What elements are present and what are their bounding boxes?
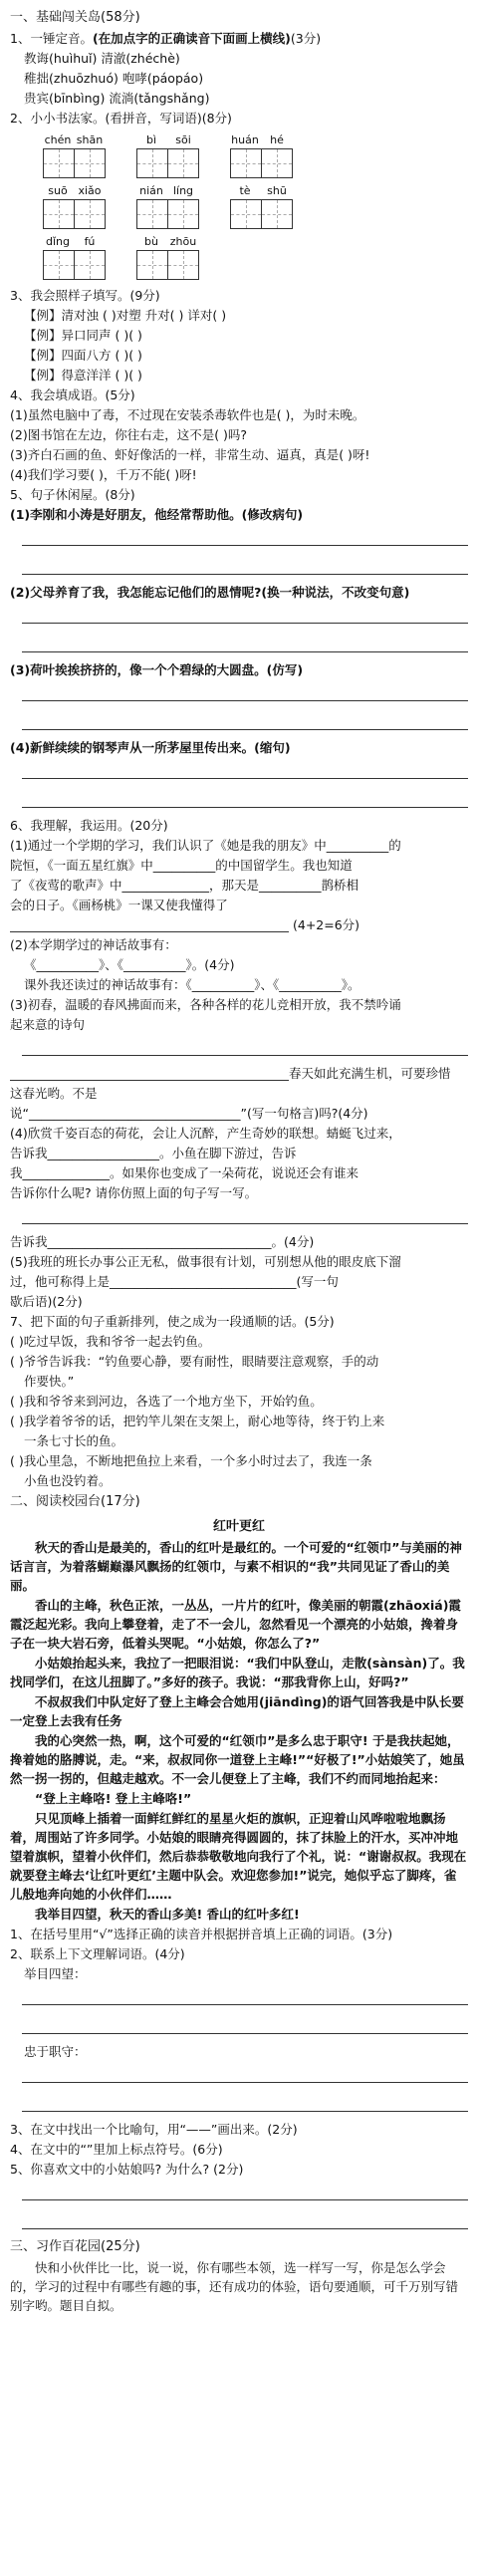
q6-p1-score-line: (4+2=6分) [10, 915, 468, 934]
pinyin-label [42, 133, 106, 147]
s2-q2-item: 举目四望： [24, 1966, 87, 1981]
writing-cell[interactable] [167, 148, 199, 178]
q7-stem: 7、把下面的句子重新排列，使之成为一段通顺的话。(5分) [10, 1314, 335, 1329]
q7-item: ( )我学着爷爷的话，把钓竿儿架在支架上，耐心地等待，终于钓上来 [10, 1414, 385, 1428]
s2-q3: 3、在文中找出一个比喻句，用“——”画出来。(2分) [10, 2122, 298, 2137]
writing-cell[interactable] [43, 199, 75, 229]
answer-line[interactable] [22, 603, 468, 624]
q6-p3-line: (3)初春，温暖的春风拂面而来，各种各样的花儿竞相开放，我不禁吟诵 [10, 997, 401, 1012]
q7-item: ( )我心里急，不断地把鱼拉上来看，一个多小时过去了，我连一条 [10, 1453, 372, 1468]
q6-stem: 6、我理解，我运用。(20分) [10, 818, 168, 833]
pinyin-label [229, 133, 293, 147]
q5-item: (2)父母养育了我，我怎能忘记他们的恩情呢?(换一种说法，不改变句意) [10, 585, 410, 600]
pinyin-syllable: hé [270, 133, 284, 146]
answer-line[interactable] [22, 2091, 468, 2112]
q1-item: 教诲(huìhuǐ) 清澈(zhéchè) [24, 51, 180, 66]
q6-p3c: 这春光哟。不是 [10, 1086, 98, 1101]
pinyin-syllable: zhōu [169, 235, 197, 248]
q6-p3d: 说“__________________________________”(写一句格言)吗?(4分) [10, 1106, 368, 1121]
word-group [42, 184, 106, 229]
writing-cell[interactable] [136, 199, 168, 229]
answer-line[interactable] [22, 632, 468, 652]
writing-boxes [43, 199, 105, 229]
passage-para: “登上主峰咯! 登上主峰咯!” [35, 1791, 192, 1806]
q1-item: 稚拙(zhuōzhuó) 咆哮(páopáo) [24, 71, 204, 86]
q7-item: ( )吃过早饭，我和爷爷一起去钓鱼。 [10, 1334, 211, 1349]
answer-blank[interactable] [10, 917, 289, 932]
passage-para: 只见顶峰上插着一面鲜红鲜红的星星火炬的旗帜，正迎着山风哗啦啦地飘扬着，周围站了许多同学。小姑娘的眼睛亮得圆圆的，抹了抹脸上的汗水，买冲冲地望着旗帜，望着小伙伴们，然后恭恭敬敬地向我行了个礼，说：“谢谢叔叔。我现在就要登主峰去‘让红叶更红’主题中队会。欢迎您参加!”说完，她似乎忘了脚疼，雀儿般地奔向她的小伙伴们…… [10, 1811, 467, 1902]
pinyin-row-groups [42, 133, 468, 178]
word-group [229, 133, 293, 178]
q3-item: 【例】四面八方 ( )( ) [24, 348, 142, 363]
answer-line[interactable] [22, 2013, 468, 2034]
answer-line[interactable] [22, 787, 468, 808]
q7-item: 小鱼也没钓着。 [24, 1473, 112, 1488]
q6-p3-line: 起来意的诗句 [10, 1017, 86, 1032]
answer-line[interactable] [22, 1203, 468, 1224]
writing-cell[interactable] [74, 148, 106, 178]
writing-cell[interactable] [167, 250, 199, 280]
pinyin-label [42, 235, 106, 249]
q4-item: (2)图书馆在左边，你往右走，这不是( )吗? [10, 427, 248, 442]
word-group [229, 184, 293, 229]
q7-item: 作要快。” [24, 1374, 75, 1389]
answer-line[interactable] [22, 680, 468, 701]
q3-item: 【例】得意洋洋 ( )( ) [24, 368, 142, 383]
q3-item: 【例】异口同声 ( )( ) [24, 328, 142, 343]
writing-boxes [136, 199, 198, 229]
q6-p1-line: 会的日子。《画杨桃》一课又使我懂得了 [10, 898, 228, 912]
q7-item: ( )爷爷告诉我：“钓鱼要心静，要有耐性，眼睛要注意观察，手的动 [10, 1354, 379, 1369]
q4-item: (4)我们学习要( )，千万不能( )呀! [10, 467, 197, 482]
passage-title: 红叶更红 [212, 1519, 265, 1534]
q6-p5-line: 过，他可称得上是______________________________(写一句 [10, 1274, 339, 1289]
writing-cell[interactable] [43, 250, 75, 280]
q5-stem: 5、句子休闲屋。(8分) [10, 487, 135, 502]
q6-p3b-line: 春天如此充满生机，可要珍惜 [10, 1064, 468, 1083]
word-group [42, 133, 106, 178]
pinyin-syllable: huán [231, 133, 259, 146]
q7-item: 一条七寸长的鱼。 [24, 1433, 124, 1448]
answer-line[interactable] [22, 2062, 468, 2083]
q1-item: 贵宾(bīnbìng) 流淌(tǎngshǎng) [24, 91, 210, 106]
q5-item: (3)荷叶挨挨挤挤的，像一个个碧绿的大圆盘。(仿写) [10, 662, 304, 677]
pinyin-label [229, 184, 293, 198]
q5-item: (1)李刚和小涛是好朋友，他经常帮助他。(修改病句) [10, 507, 304, 522]
pinyin-syllable: bù [144, 235, 158, 248]
q6-p4-line: (4)欣赏千姿百态的荷花，会让人沉醉，产生奇妙的联想。蜻蜓飞过来， [10, 1126, 401, 1141]
writing-boxes [230, 148, 292, 178]
passage-para: 我的心突然一热，啊，这个可爱的“红领巾”是多么忠于职守! 于是我扶起她，搀着她的胳膊说，走。“来，叔叔同你一道登上主峰!”“好极了!”小姑娘笑了，她虽然一拐一拐的，但越走越欢。不一会儿便登上了主峰，我们不约而同地抬起来： [10, 1733, 465, 1786]
q6-p2-line: 课外我还读过的神话故事有：《__________》、《__________》。 [24, 977, 360, 992]
pinyin-row [26, 235, 468, 280]
q5-item: (4)新鲜续续的钢琴声从一所茅屋里传出来。(缩句) [10, 740, 291, 755]
answer-line[interactable] [22, 554, 468, 575]
q3-item: 【例】清对浊 ( )对塑 升对( ) 详对( ) [24, 308, 227, 323]
writing-cell[interactable] [167, 199, 199, 229]
word-group [135, 184, 199, 229]
answer-line[interactable] [22, 2208, 468, 2229]
writing-cell[interactable] [136, 148, 168, 178]
q6-p4-line: 告诉我__________________。小鱼在脚下游过，告诉 [10, 1146, 297, 1160]
writing-boxes [136, 148, 198, 178]
section3-prompt: 快和小伙伴比一比，说一说，你有哪些本领，选一样写一写，你是怎么学会的，学习的过程中有哪些有趣的事，还有成功的体验，语句要通顺，可千万别写错别字哟。题目自拟。 [10, 2260, 459, 2313]
pinyin-row [26, 184, 468, 229]
s2-q4: 4、在文中的“”里加上标点符号。(6分) [10, 2142, 223, 2157]
pinyin-syllable: nián [139, 184, 163, 197]
pinyin-syllable: chén [44, 133, 72, 146]
q6-p1-line: 了《夜莺的歌声》中______________，那天是__________鹊桥相 [10, 878, 359, 893]
passage-para: 香山的主峰，秋色正浓，一丛丛，一片片的红叶，像美丽的朝霞(zhāoxiá)霞霞泛起光彩。我向上攀登着，走了不一会儿，忽然看见一个漂亮的小姑娘，搀着身子在一块大岩石旁，低着头哭呢。“小姑娘，你怎么了?” [10, 1598, 461, 1651]
pinyin-syllable: suō [48, 184, 68, 197]
s2-q5: 5、你喜欢文中的小姑娘吗? 为什么? (2分) [10, 2162, 244, 2177]
answer-line[interactable] [22, 709, 468, 730]
answer-line[interactable] [22, 525, 468, 546]
q6-p1-line: (1)通过一个学期的学习，我们认识了《她是我的朋友》中__________的 [10, 838, 401, 853]
pinyin-syllable: líng [172, 184, 194, 197]
q2-stem: 2、小小书法家。(看拼音，写词语)(8分) [10, 111, 232, 126]
passage-para: 不叔叔我们中队定好了登上主峰会合她用(jiāndìng)的语气回答我是中队长要一定登上去我有任务 [10, 1694, 464, 1728]
writing-cell[interactable] [136, 250, 168, 280]
pinyin-label [135, 235, 199, 249]
s2-q1: 1、在括号里用“√”选择正确的读音并根据拼音填上正确的词语。(3分) [10, 1927, 393, 1941]
answer-line[interactable] [22, 1035, 468, 1056]
q6-p5-line: 歇后语)(2分) [10, 1294, 83, 1309]
q4-stem: 4、我会填成语。(5分) [10, 387, 135, 402]
answer-line[interactable] [22, 2180, 468, 2200]
pinyin-syllable: xiǎo [78, 184, 102, 197]
s2-q2: 2、联系上下文理解词语。(4分) [10, 1946, 185, 1961]
word-group [42, 235, 106, 280]
pinyin-label [135, 184, 199, 198]
q6-p2-line: (2)本学期学过的神话故事有： [10, 937, 177, 952]
q6-p4-line: 我______________。如果你也变成了一朵荷花，说说还会有谁来 [10, 1165, 359, 1180]
pinyin-syllable: sōi [175, 133, 191, 146]
pinyin-row-groups [42, 235, 468, 280]
s2-q2-item: 忠于职守： [24, 2044, 87, 2059]
answer-line[interactable] [22, 1984, 468, 2005]
writing-cell[interactable] [230, 199, 262, 229]
passage-para: 我举目四望，秋天的香山多美! 香山的红叶多红! [35, 1907, 300, 1922]
q6-p1-line: 院恒，《一面五星红旗》中__________的中国留学生。我也知道 [10, 858, 353, 873]
answer-blank[interactable] [10, 1066, 289, 1081]
writing-cell[interactable] [43, 148, 75, 178]
word-group [135, 235, 199, 280]
pinyin-syllable: shān [76, 133, 104, 146]
q6-p4b: 告诉我____________________________________。(4分) [10, 1234, 315, 1249]
writing-cell[interactable] [261, 148, 293, 178]
answer-line[interactable] [22, 758, 468, 779]
q1-stem: 1、一锤定音。(在加点字的正确读音下面画上横线)(3分) [10, 31, 322, 46]
q6-p2-line: 《__________》、《__________》。(4分) [24, 957, 235, 972]
pinyin-syllable: fú [84, 235, 96, 248]
writing-cell[interactable] [230, 148, 262, 178]
q2-grid [10, 133, 468, 280]
q1-items [24, 49, 468, 108]
section3-title: 三、习作百花园(25分) [10, 2239, 140, 2254]
q3-items [24, 306, 468, 385]
pinyin-label [42, 184, 106, 198]
writing-boxes [230, 199, 292, 229]
q4-items [10, 405, 468, 484]
q4-item: (1)虽然电脑中了毒，不过现在安装杀毒软件也是( )，为时未晚。 [10, 407, 365, 422]
q7-items [10, 1332, 468, 1490]
section2-title: 二、阅读校园台(17分) [10, 1494, 140, 1509]
passage-para: 小姑娘抬起头来，我拉了一把眼泪说：“我们中队登山，走散(sànsàn)了。我找同学们，在这儿扭脚了。”多好的孩子。我说：“那我背你上山，好吗?” [10, 1656, 465, 1689]
q3-stem: 3、我会照样子填写。(9分) [10, 288, 160, 303]
writing-boxes [136, 250, 198, 280]
writing-boxes [43, 148, 105, 178]
pinyin-syllable: shū [267, 184, 287, 197]
writing-cell[interactable] [74, 250, 106, 280]
q7-item: ( )我和爷爷来到河边，各选了一个地方坐下，开始钓鱼。 [10, 1394, 323, 1409]
pinyin-row-groups [42, 184, 468, 229]
pinyin-row [26, 133, 468, 178]
writing-boxes [43, 250, 105, 280]
pinyin-syllable: tè [239, 184, 251, 197]
writing-cell[interactable] [74, 199, 106, 229]
q6-p4-line: 告诉你什么呢? 请你仿照上面的句子写一写。 [10, 1185, 258, 1200]
word-group [135, 133, 199, 178]
writing-cell[interactable] [261, 199, 293, 229]
pinyin-syllable: bì [145, 133, 157, 146]
pinyin-label [135, 133, 199, 147]
q6-p5-line: (5)我班的班长办事公正无私，做事很有计划，可别想从他的眼皮底下溜 [10, 1254, 401, 1269]
pinyin-syllable: dǐng [46, 235, 70, 248]
passage-para: 秋天的香山是最美的，香山的红叶是最红的。一个可爱的“红领巾”与美丽的神话言言，为着落蝴巅瀑风飘扬的红领巾，与素不相识的“我”共同见证了香山的美丽。 [10, 1540, 462, 1593]
section1-title: 一、基础闯关岛(58分) [10, 10, 140, 25]
q4-item: (3)齐白石画的鱼、虾好像活的一样，非常生动、逼真，真是( )呀! [10, 447, 370, 462]
